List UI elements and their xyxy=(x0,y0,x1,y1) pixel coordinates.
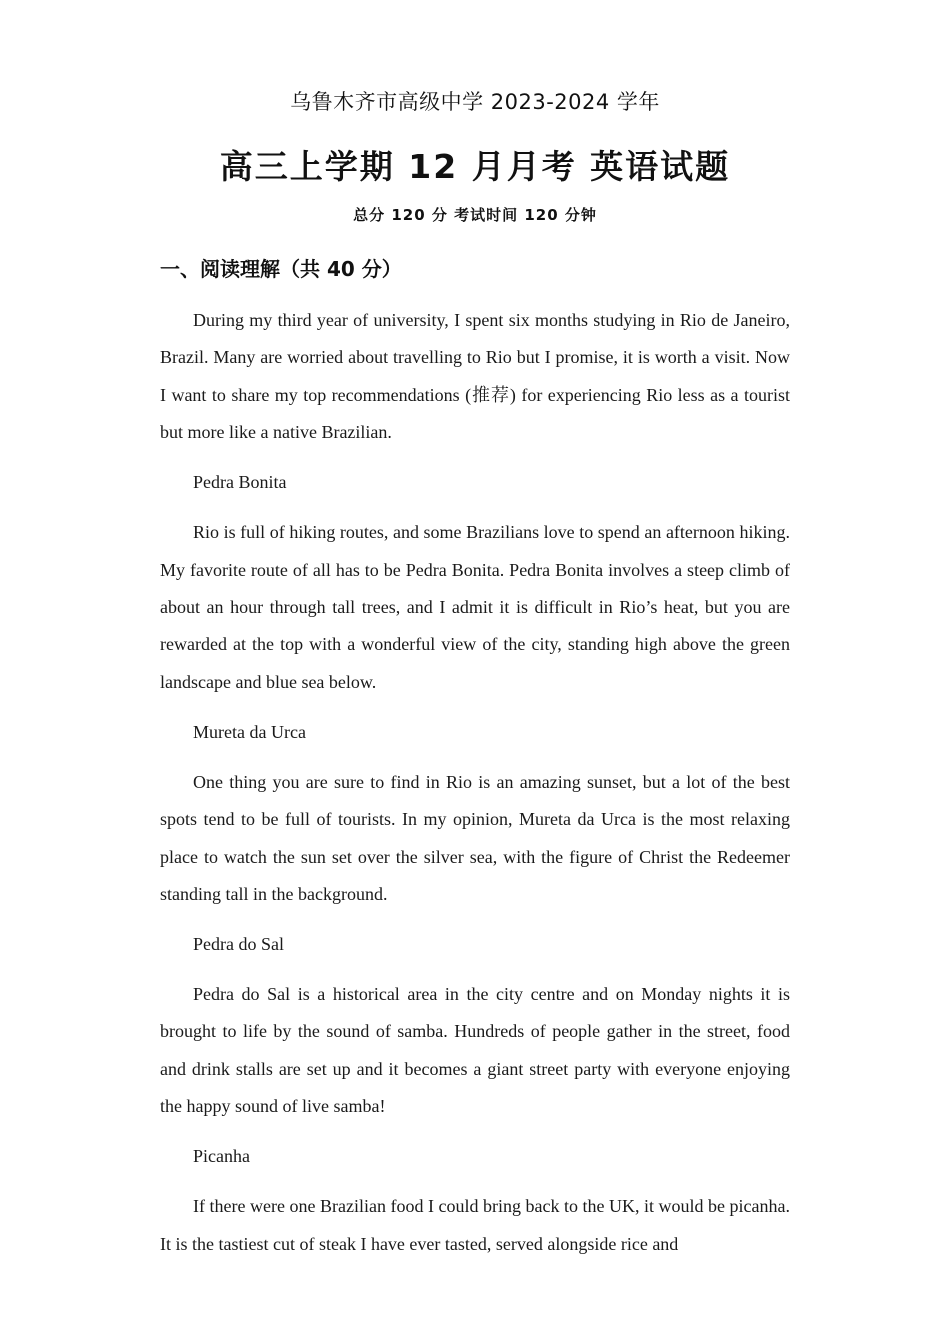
section-heading: 一、阅读理解（共 40 分） xyxy=(160,257,402,281)
recommendation-text: One thing you are sure to find in Rio is an amazing sunset, but a lot of the best spots tend to be full of tourists. In my opinion, Mureta da Urca is the most relaxing place to watch the sun set over the silver sea, with the figure of Christ the Redeemer standing tall in the background. xyxy=(160,771,790,905)
school-year-line: 乌鲁木齐市高级中学 2023-2024 学年 xyxy=(290,90,660,114)
intro-paragraph: During my third year of university, I spent six months studying in Rio de Janeiro, Brazil. Many are worried about travelling to Rio but I promise, it is worth a visit. Now I want to share my top recommendations (推荐) for experiencing Rio less as a tourist but more like a native Brazilian. xyxy=(160,310,790,443)
exam-title: 高三上学期 12 月月考 英语试题 xyxy=(219,147,731,186)
reading-passage xyxy=(160,302,790,1276)
recommendation-text: Rio is full of hiking routes, and some Brazilians love to spend an afternoon hiking. My favorite route of all has to be Pedra Bonita. Pedra Bonita involves a steep climb of about an hour through tall trees, and I admit it is difficult in Rio’s heat, but you are rewarded at the top with a wonderful view of the city, standing high above the green landscape and blue sea below. xyxy=(160,522,790,692)
recommendation-heading: Pedra Bonita xyxy=(193,472,287,493)
recommendation-heading: Pedra do Sal xyxy=(193,934,284,955)
exam-info: 总分 120 分 考试时间 120 分钟 xyxy=(353,206,597,224)
recommendation-text: If there were one Brazilian food I could bring back to the UK, it would be picanha. It is the tastiest cut of steak I have ever tasted, served alongside rice and xyxy=(160,1196,790,1254)
recommendation-text: Pedra do Sal is a historical area in the city centre and on Monday nights it is brought to life by the sound of samba. Hundreds of people gather in the street, food and drink stalls are set up and it becomes a giant street party with everyone enjoying the happy sound of live samba! xyxy=(160,984,790,1117)
recommendation-heading: Picanha xyxy=(193,1146,250,1167)
recommendation-heading: Mureta da Urca xyxy=(193,721,306,742)
